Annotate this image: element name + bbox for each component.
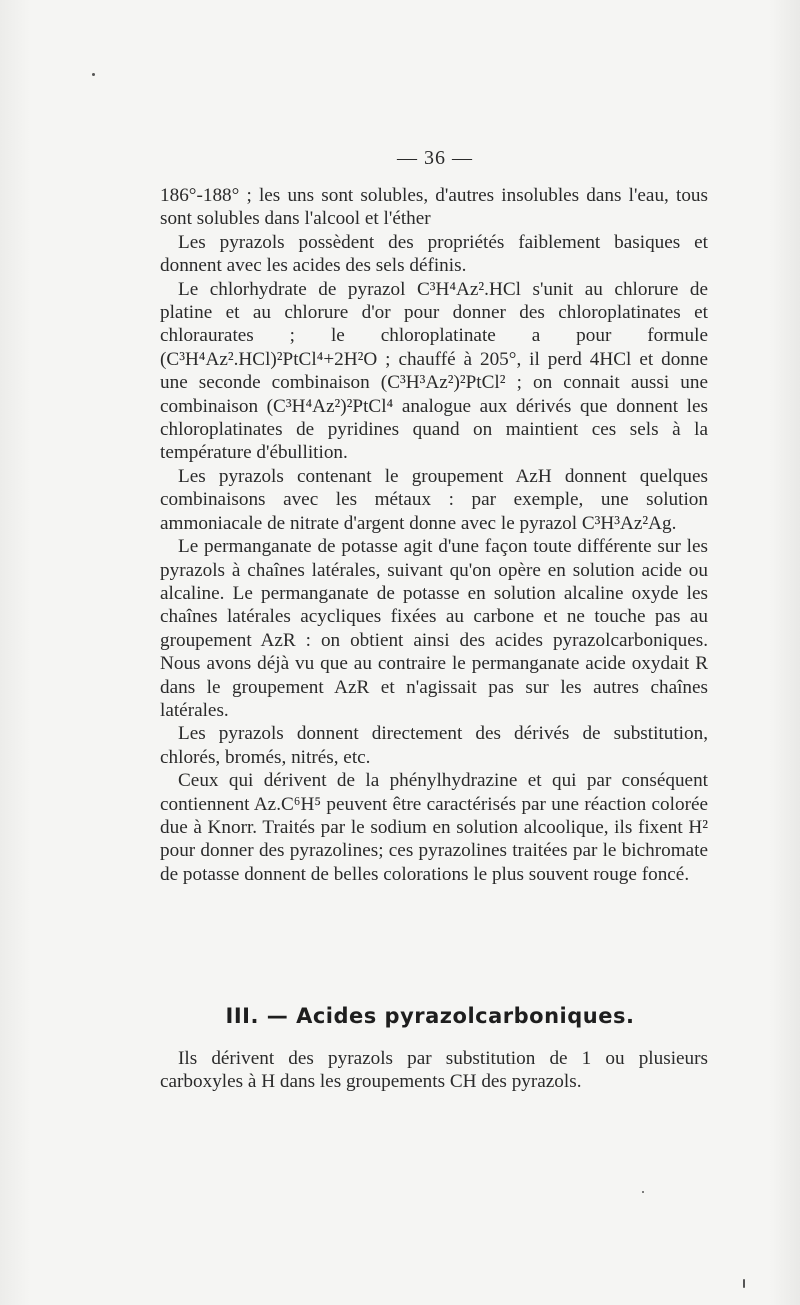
paragraph-6: Les pyrazols donnent directement des dérivés de substitution, chlorés, bromés, nitrés, etc. [160, 723, 708, 768]
section-body [160, 1047, 708, 1094]
paragraph-1: 186°-188° ; les uns sont solubles, d'autres insolubles dans l'eau, tous sont solubles dans l'alcool et l'éther [160, 185, 708, 230]
paper-speck [642, 1191, 644, 1193]
body-text [160, 184, 708, 886]
paragraph-5: Le permanganate de potasse agit d'une façon toute différente sur les pyrazols à chaînes latérales, suivant qu'on opère en solution acide ou alcaline. Le permanganate de potasse en solution alcaline oxyde les chaînes latérales acycliques fixées au carbone et ne touche pas au groupement AzR : on obtient ainsi des acides pyrazolcarboniques. Nous avons déjà vu que au contraire le permanganate acide oxydait R dans le groupement AzR et n'agissait pas sur les autres chaînes latérales. [160, 536, 708, 721]
paragraph-7: Ceux qui dérivent de la phénylhydrazine et qui par conséquent contiennent Az.C⁶H⁵ peuvent être caractérisés par une réaction colorée due à Knorr. Traités par le sodium en solution alcoolique, ils fixent H² pour donner des pyrazolines; ces pyrazolines traitées par le bichromate de potasse donnent de belles colorations le plus souvent rouge foncé. [160, 770, 708, 885]
paragraph-3: Le chlorhydrate de pyrazol C³H⁴Az².HCl s'unit au chlorure de platine et au chlorure d'or pour donner des chloroplatinates et chloraurates ; le chloroplatinate a pour formule (C³H⁴Az².HCl)²PtCl⁴+2H²O ; chauffé à 205°, il perd 4HCl et donne une seconde combinaison (C³H³Az²)²PtCl² ; on connait aussi une combinaison (C³H⁴Az²)²PtCl⁴ analogue aux dérivés que donnent les chloroplatinates de pyridines quand on maintient ces sels à la température d'ébullition. [160, 278, 708, 464]
paper-speck [92, 73, 95, 76]
page-number: — 36 — [397, 147, 473, 169]
paragraph-4: Les pyrazols contenant le groupement AzH donnent quelques combinaisons avec les métaux : par exemple, une solution ammoniacale de nitrate d'argent donne avec le pyrazol C³H³Az²Ag. [160, 465, 708, 534]
section-paragraph-1: Ils dérivent des pyrazols par substitution de 1 ou plusieurs carboxyles à H dans les groupements CH des pyrazols. [160, 1048, 708, 1093]
section-heading: III. — Acides pyrazolcarboniques. [225, 1004, 635, 1028]
paper-speck [743, 1279, 745, 1288]
paragraph-2: Les pyrazols possèdent des propriétés faiblement basiques et donnent avec les acides des sels définis. [160, 231, 708, 277]
